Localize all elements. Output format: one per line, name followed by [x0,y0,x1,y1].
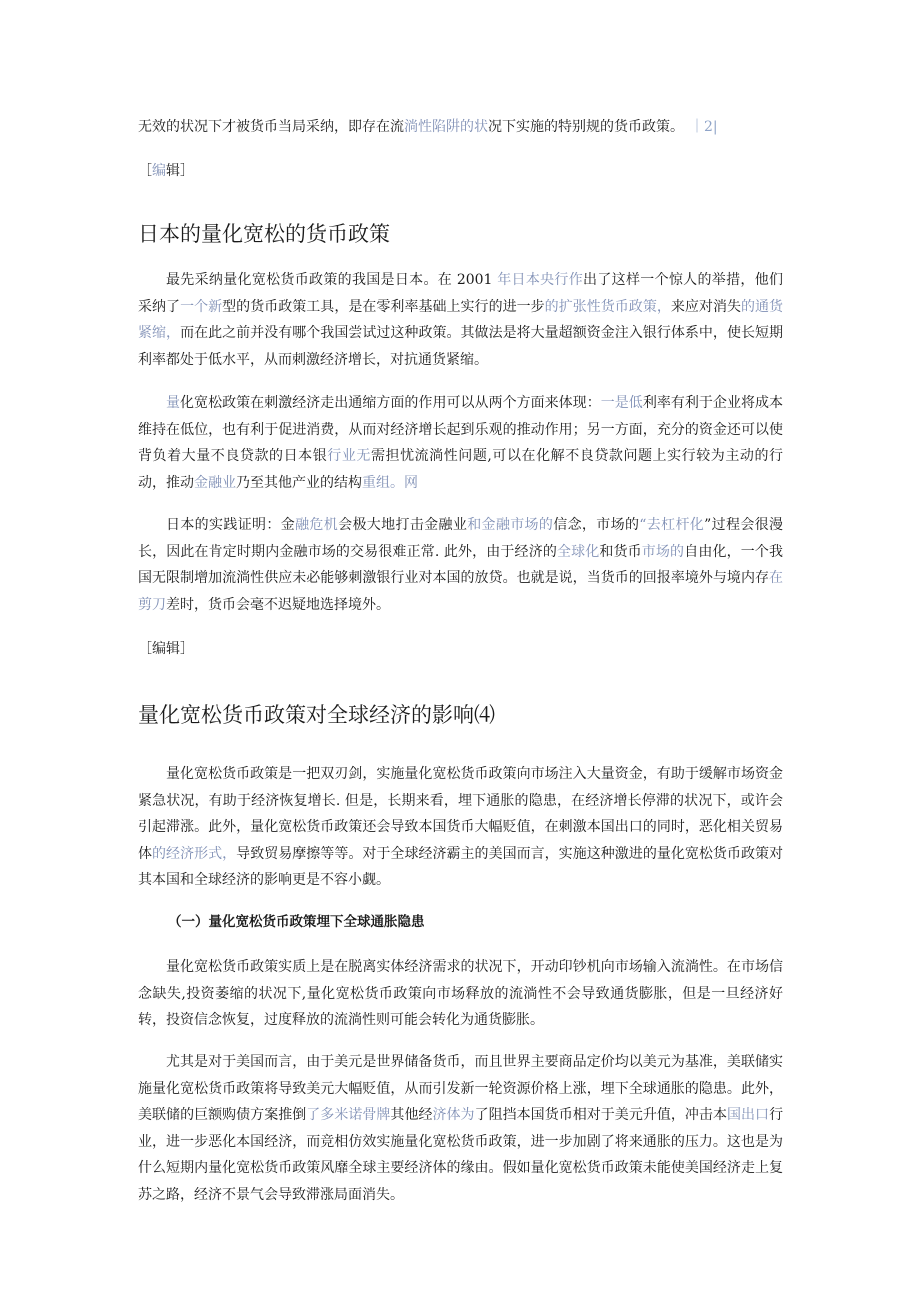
link[interactable]: 一个新 [180,298,223,315]
subheading-inflation: （一）量化宽松货币政策埋下全球通胀隐患 [168,914,425,930]
link[interactable]: 的经济形式， [152,845,237,862]
link[interactable]: 年日本央行作 [497,272,584,288]
intro-text: 无效的状况下才被货币当局采纳，即存在流 [138,119,404,135]
edit-link-rest: 辑］ [166,163,194,179]
link[interactable]: 量 [166,395,181,411]
section-title-japan: 日本的量化宽松的货币政策 [138,222,390,246]
text: 其他经 [390,1107,433,1123]
intro-line [138,118,718,136]
citation-ref[interactable]: ｜2| [690,119,718,135]
text: 型的货币政策工具，是在零利率基础上实行的进一步 [222,298,545,315]
link[interactable]: 行业无 [327,448,371,464]
link[interactable]: 的扩张性货币政策， [544,298,671,315]
bracket: ［ [138,163,152,179]
text: 而在此之前并没有哪个我国尝试过这种政策。其做法是将大量超额资金注入银行体系中，使长短期利率都处于低水平，从而刺激经济增长，对抗通货紧缩。 [138,325,784,368]
paragraph-impact-2: 量化宽松货币政策实质上是在脱离实体经济需求的状况下，开动印钞机向市场输入流淌性。在市场信念缺失,投资萎缩的状况下,量化宽松货币政策向市场释放的流淌性不会导致通货膨胀，但是一旦经济好转，投资信念恢复，过度释放的流淌性则可能会转化为通货膨胀。 [138,959,783,1028]
link[interactable]: 金融业 [194,474,236,491]
text: 和货币 [599,543,642,560]
link[interactable]: 的通货紧缩， [138,298,784,341]
text: 自由化，一个我国无限制增加流淌性供应未必能够刺激银行业对本国的放贷。也就是说，当货币的回报率境外与境内存 [138,543,783,586]
link[interactable]: 全球化 [556,543,600,560]
text: 日本的实践证明：金 [166,517,296,533]
text: 最先采纳量化宽松货币政策的我国是日本。在 2001 [166,272,498,288]
text: 会极大地打击金融业 [338,517,468,533]
paragraph-japan-2 [138,390,783,496]
text: 差时，货币会毫不迟疑地选择境外。 [166,596,390,613]
text: ”过程会很漫长，因此在肯定时期内金融市场的交易很难正常. 此外，由于经济的 [138,517,784,560]
text: 需担忧流淌性问题,可以在化解不良贷款问题上实行较为主动的行动，推动 [138,448,784,491]
link[interactable]: 重组。网 [362,474,418,491]
link[interactable]: 了多米诺骨牌 [306,1107,391,1123]
link[interactable]: 融危机 [295,517,339,533]
text: 利率有利于企业将成本维持在低位，也有利于促进消费，从而对经济增长起到乐观的推动作用；另一方面，充分的资金还可以使背负着大量不良贷款的日本银 [138,395,784,464]
section-title-global-impact: 量化宽松货币政策对全球经济的影响⑷ [138,703,495,727]
link[interactable]: 济体为 [432,1107,475,1123]
text: 尤其是对于美国而言，由于美元是世界储备货币，而且世界主要商品定价均以美元为基准，美联储实施量化宽松货币政策将导致美元大幅贬值，从而引发新一轮资源价格上涨，埋下全球通胀的隐患。此外，美联储的巨额购债方案推倒 [138,1054,783,1123]
text: 导致贸易摩擦等等。对于全球经济霸主的美国而言，实施这种激进的量化宽松货币政策对其本国和全球经济的影响更是不容小觑。 [138,845,784,888]
edit-link-2[interactable]: ［编辑］ [138,641,194,657]
paragraph-impact-3 [138,1049,783,1208]
text: 行业，进一步恶化本国经济，而竞相仿效实施量化宽松货币政策，进一步加剧了将来通胀的压力。这也是为什么短期内量化宽松货币政策风靡全球主要经济体的缘由。假如量化宽松货币政策未能使美国经济走上复苏之路，经济不景气会导致滞涨局面消失。 [138,1107,784,1203]
link[interactable]: 国出口 [726,1107,770,1123]
link[interactable]: 市场的 [641,543,685,560]
text: 乃至其他产业的结构 [236,474,362,491]
text: 化宽松政策在刺激经济走出通缩方面的作用可以从两个方面来体现： [180,395,601,411]
paragraph-impact-1 [138,761,783,894]
link[interactable]: 一是低 [600,395,643,411]
text: 出了这样一个惊人的举措，他们采纳了 [138,272,783,315]
intro-text-end: 况下实施的特别规的货币政策。 [488,119,684,135]
edit-link-1[interactable] [138,162,194,180]
paragraph-japan-1 [138,267,783,373]
link[interactable]: 和金融市场的 [467,517,554,533]
liquidity-trap-link[interactable]: 淌性陷阱的状 [404,119,488,135]
link[interactable]: 在剪刀 [138,570,783,613]
edit-link-text[interactable]: 编 [152,163,166,179]
link[interactable]: “去杠杆化 [639,517,705,533]
paragraph-japan-3 [138,512,783,618]
text: 量化宽松货币政策是一把双刃剑，实施量化宽松货币政策向市场注入大量资金，有助于缓解市场资金紧急状况，有助于经济恢复增长. 但是，长期来看，埋下通胀的隐患，在经济增长停滞的状况下，或许会引起滞涨。此外，量化宽松货币政策还会导致本国货币大幅贬值，在刺激本国出口的同时，恶化相关贸易体 [138,766,783,862]
text: 信念，市场的 [553,517,640,533]
text: 来应对消失 [670,298,741,315]
text: 了阻挡本国货币相对于美元升值，冲击本 [474,1107,727,1123]
